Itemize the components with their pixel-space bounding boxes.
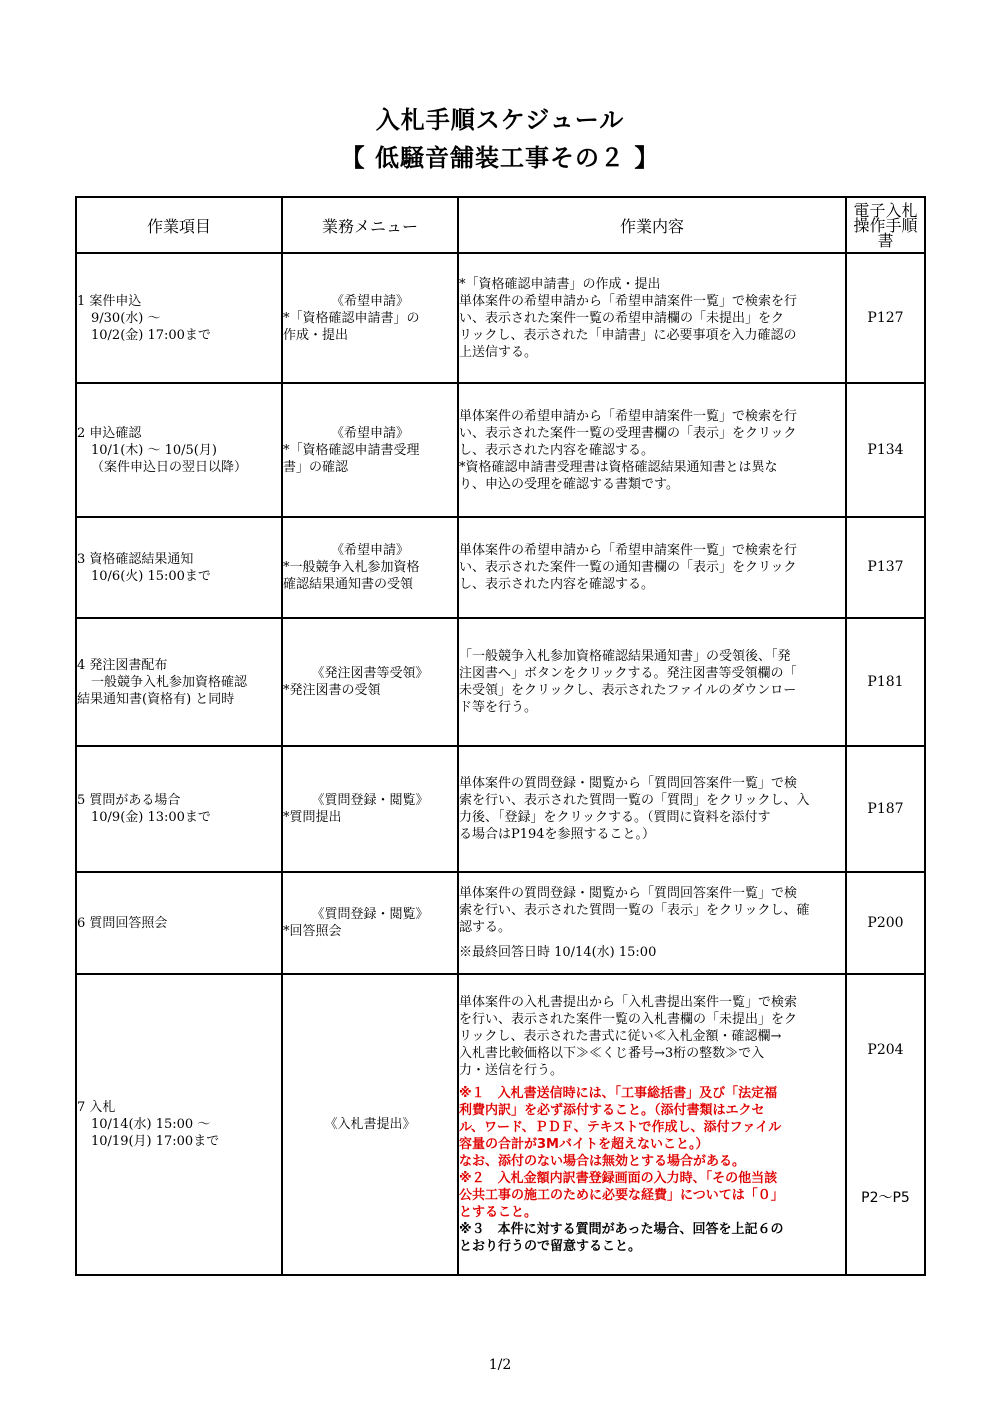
page-number: 1/2	[488, 1357, 512, 1373]
row-item: 5 質問がある場合 10/9(金) 13:00まで	[76, 746, 282, 872]
row-content: 単体案件の希望申請から「希望申請案件一覧」で検索を行 い、表示された案件一覧の受理書欄の「表示」をクリック し、表示された内容を確認する。 *資格確認申請書受理書は資格確認結果通知書とは異な り、申込の受理を確認する書類です。	[458, 383, 846, 517]
header-menu: 業務メニュー	[282, 197, 458, 253]
row-item: 3 資格確認結果通知 10/6(火) 15:00まで	[76, 517, 282, 618]
table-row	[76, 618, 925, 746]
row-ref: P181	[846, 618, 925, 746]
row-item: 1 案件申込 9/30(水) ～ 10/2(金) 17:00まで	[76, 253, 282, 383]
table-row	[76, 746, 925, 872]
question-note: ※３ 本件に対する質問があった場合、回答を上記６の	[459, 1222, 784, 1237]
row-menu: 《希望申請》 *一般競争入札参加資格 確認結果通知書の受領	[282, 517, 458, 618]
row-content: 単体案件の質問登録・閲覧から「質問回答案件一覧」で検 索を行い、表示された質問一覧の「表示」をクリックし、確 認する。 ※最終回答日時 10/14(水) 15:00	[458, 872, 846, 974]
row-ref: P134	[846, 383, 925, 517]
row-content: 単体案件の希望申請から「希望申請案件一覧」で検索を行 い、表示された案件一覧の通知書欄の「表示」をクリック し、表示された内容を確認する。	[458, 517, 846, 618]
row-item: 4 発注図書配布 一般競争入札参加資格確認 結果通知書(資格有) と同時	[76, 618, 282, 746]
row-ref-2: P2～P5	[861, 1190, 910, 1207]
table-row	[76, 974, 925, 1275]
header-content: 作業内容	[458, 197, 846, 253]
row-menu: 《希望申請》 *「資格確認申請書受理 書」の確認	[282, 383, 458, 517]
cost-note: ※２ 入札金額内訳書登録画面の入力時、「その他当該	[459, 1171, 778, 1186]
schedule-table	[75, 196, 926, 1276]
table-row	[76, 253, 925, 383]
row-ref: P204 P2～P5	[846, 974, 925, 1275]
row-menu: 《希望申請》 *「資格確認申請書」の 作成・提出	[282, 253, 458, 383]
attachment-note: ※１ 入札書送信時には、「工事総括書」及び「法定福	[459, 1086, 778, 1101]
row-ref: P200	[846, 872, 925, 974]
row-content: 「一般競争入札参加資格確認結果通知書」の受領後、「発 注図書へ」ボタンをクリックする。発注図書等受領欄の「 未受領」をクリックし、表示されたファイルのダウンロー ド等を行う。	[458, 618, 846, 746]
row-ref: P137	[846, 517, 925, 618]
table-row	[76, 872, 925, 974]
row-menu: 《入札書提出》	[282, 974, 458, 1275]
row-menu: 《発注図書等受領》 *発注図書の受領	[282, 618, 458, 746]
header-ref: 電子入札 操作手順 書	[846, 197, 925, 253]
table-row	[76, 517, 925, 618]
header-row	[76, 197, 925, 253]
row-item: 6 質問回答照会	[76, 872, 282, 974]
final-answer-note: ※最終回答日時 10/14(水) 15:00	[459, 945, 657, 960]
row-ref: P127	[846, 253, 925, 383]
row-item: 2 申込確認 10/1(木) ～ 10/5(月) （案件申込日の翌日以降）	[76, 383, 282, 517]
header-item: 作業項目	[76, 197, 282, 253]
row-content: 単体案件の質問登録・閲覧から「質問回答案件一覧」で検 索を行い、表示された質問一覧の「質問」をクリックし、入 力後、「登録」をクリックする。（質問に資料を添付す る場合はP194を参照すること。）	[458, 746, 846, 872]
row-menu: 《質問登録・閲覧》 *質問提出	[282, 746, 458, 872]
table-row	[76, 383, 925, 517]
row-menu: 《質問登録・閲覧》 *回答照会	[282, 872, 458, 974]
page-title: 入札手順スケジュール	[375, 106, 625, 134]
row-content: 単体案件の入札書提出から「入札書提出案件一覧」で検索 を行い、表示された案件一覧の入札書欄の「未提出」をク リックし、表示された書式に従い≪入札金額・確認欄→ 入札書比較価格以下≫≪くじ番号→3桁の整数≫で入 力・送信を行う。 ※１ 入札書送信時には、「工事総括書」及び「法定福 利費内訳」を必ず添付すること。（添付書類はエクセ ル、ワード、ＰＤＦ、テキストで作成し、添付ファイル 容量の合計が3Mバイトを超えないこと。） なお、添付のない場合は無効とする場合がある。 ※２ 入札金額内訳書登録画面の入力時、「その他当該 公共工事の施工のために必要な経費」については「０」 とすること。 ※３ 本件に対する質問があった場合、回答を上記６の とおり行うので留意すること。	[458, 974, 846, 1275]
row-ref: P187	[846, 746, 925, 872]
page-subtitle: 【 低騒音舗装工事その２ 】	[340, 144, 660, 172]
row-content: *「資格確認申請書」の作成・提出 単体案件の希望申請から「希望申請案件一覧」で検索を行 い、表示された案件一覧の希望申請欄の「未提出」をク リックし、表示された「申請書」に必要事項を入力確認の 上送信する。	[458, 253, 846, 383]
row-item: 7 入札 10/14(水) 15:00 ～ 10/19(月) 17:00まで	[76, 974, 282, 1275]
